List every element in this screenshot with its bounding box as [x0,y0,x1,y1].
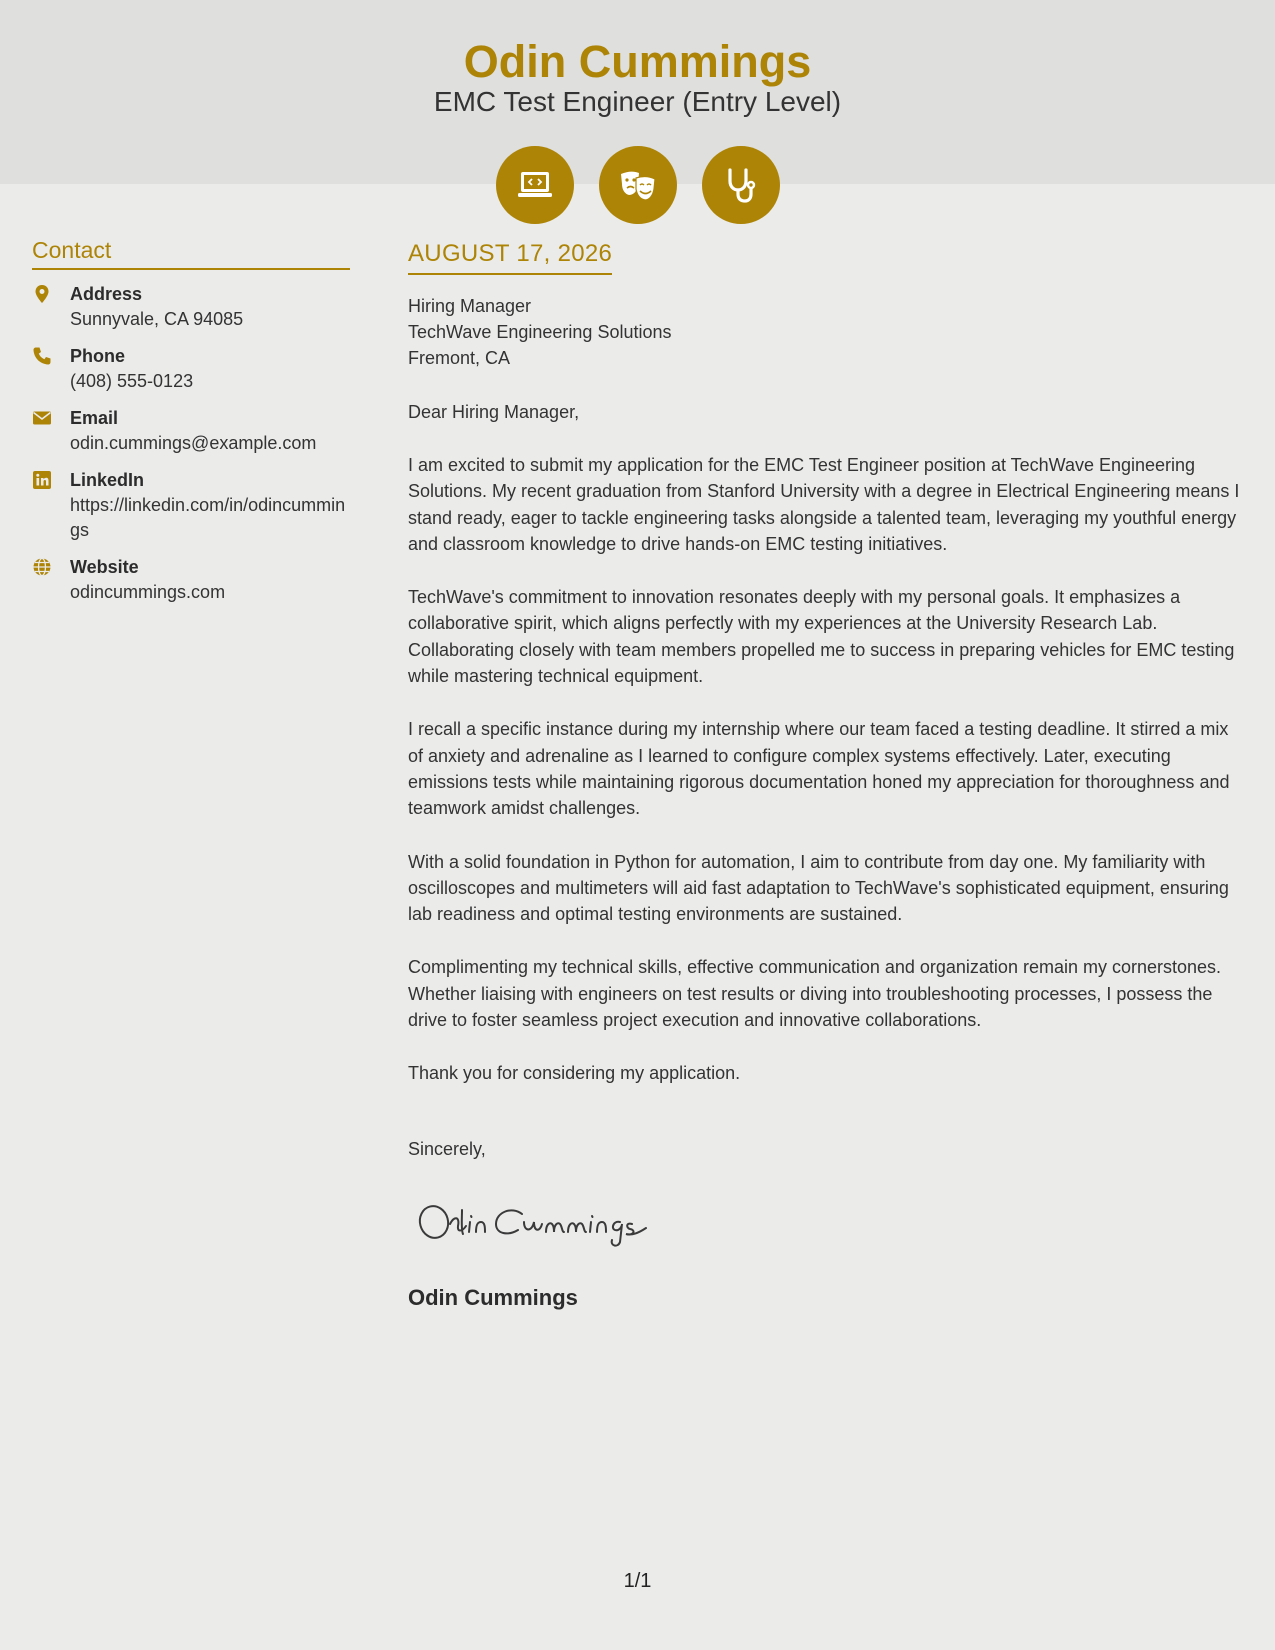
greeting: Dear Hiring Manager, [408,402,580,422]
theater-masks-icon [599,146,677,224]
linkedin-value[interactable]: https://linkedin.com/in/odincummings [70,495,346,540]
letter-paragraph: TechWave's commitment to innovation resonates deeply with my personal goals. It emphasizes a collaborative spirit, which aligns perfectly with my experiences at the University Research Lab. Collaborating closely with team members propelled me to success in preparing vehicles for EMC testing while mastering technical equipment. [408,587,1235,687]
letter-body [408,240,1246,1311]
globe-icon [32,555,70,605]
recipient-line: Hiring Manager [408,296,532,316]
stethoscope-icon [702,146,780,224]
address-value: Sunnyvale, CA 94085 [70,309,244,329]
contact-label: LinkedIn [70,470,145,490]
contact-sidebar [32,237,350,605]
page-number: 1/1 [623,1570,652,1592]
handwritten-signature [414,1190,1246,1255]
map-pin-icon [32,282,70,332]
letter-date: AUGUST 17, 2026 [408,240,612,275]
header-icon-row [0,146,1275,224]
letter-paragraph: I recall a specific instance during my internship where our team faced a testing deadline. It stirred a mix of anxiety and adrenaline as I learned to configure complex systems effectively. Later, executing emissions tests while maintaining rigorous documentation honed my appreciation for thoroughness and teamwork amidst challenges. [408,719,1230,819]
phone-value: (408) 555-0123 [70,371,194,391]
contact-label: Phone [70,346,126,366]
job-title: EMC Test Engineer (Entry Level) [433,86,842,117]
closing: Sincerely, [408,1138,486,1159]
contact-item-address [32,282,350,332]
recipient-line: Fremont, CA [408,348,511,368]
phone-icon [32,344,70,394]
contact-item-linkedin [32,468,350,543]
contact-label: Email [70,408,119,428]
linkedin-icon [32,468,70,543]
website-value[interactable]: odincummings.com [70,582,226,602]
contact-section-title: Contact [32,237,350,270]
contact-label: Website [70,557,139,577]
recipient-block [408,293,1246,371]
letter-paragraph: Thank you for considering my application. [408,1063,741,1084]
letter-paragraph: Complimenting my technical skills, effective communication and organization remain my cornerstones. Whether liaising with engineers on test results or diving into troubleshooting processes, I possess the drive to foster seamless project execution and innovative collaborations. [408,957,1222,1031]
laptop-code-icon [496,146,574,224]
contact-item-phone [32,344,350,394]
contact-item-website [32,555,350,605]
envelope-icon [32,406,70,456]
signer-name: Odin Cummings [408,1284,578,1310]
candidate-name: Odin Cummings [463,36,812,87]
contact-label: Address [70,284,143,304]
letter-paragraph: I am excited to submit my application for the EMC Test Engineer position at TechWave Engineering Solutions. My recent graduation from Stanford University with a degree in Electrical Engineering means I stand ready, eager to tackle engineering tasks alongside a talented team, leveraging my youthful energy and classroom knowledge to drive hands-on EMC testing initiatives. [408,455,1240,554]
email-value[interactable]: odin.cummings@example.com [70,433,317,453]
recipient-line: TechWave Engineering Solutions [408,322,672,342]
contact-item-email [32,406,350,456]
letter-paragraph: With a solid foundation in Python for automation, I aim to contribute from day one. My familiarity with oscilloscopes and multimeters will aid fast adaptation to TechWave's sophisticated equipment, ensuring lab readiness and optimal testing environments are sustained. [408,851,1229,925]
